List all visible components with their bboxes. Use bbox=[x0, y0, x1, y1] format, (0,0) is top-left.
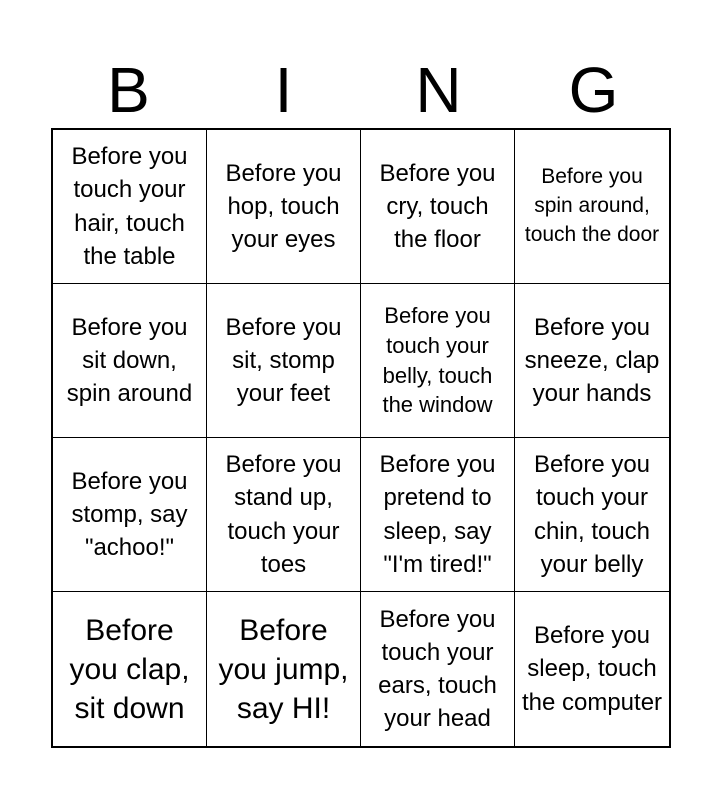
bingo-cell[interactable]: Before you spin around, touch the door bbox=[515, 130, 669, 284]
bingo-cell[interactable]: Before you touch your hair, touch the table bbox=[53, 130, 207, 284]
bingo-cell[interactable]: Before you cry, touch the floor bbox=[361, 130, 515, 284]
bingo-cell[interactable]: Before you sneeze, clap your hands bbox=[515, 284, 669, 438]
header-letter-n: N bbox=[415, 54, 462, 126]
header-letter-i: I bbox=[274, 54, 293, 126]
bingo-cell[interactable]: Before you pretend to sleep, say "I'm tired!" bbox=[361, 438, 515, 592]
bingo-cell[interactable]: Before you stand up, touch your toes bbox=[207, 438, 361, 592]
bingo-cell[interactable]: Before you clap, sit down bbox=[53, 592, 207, 746]
bingo-cell[interactable]: Before you jump, say HI! bbox=[207, 592, 361, 746]
bingo-board bbox=[51, 128, 671, 748]
bingo-cell[interactable]: Before you stomp, say "achoo!" bbox=[53, 438, 207, 592]
bingo-cell[interactable]: Before you touch your chin, touch your belly bbox=[515, 438, 669, 592]
header-letter-b: B bbox=[107, 54, 150, 126]
bingo-header bbox=[51, 52, 671, 128]
bingo-cell[interactable]: Before you sit, stomp your feet bbox=[207, 284, 361, 438]
bingo-cell[interactable]: Before you sit down, spin around bbox=[53, 284, 207, 438]
bingo-cell[interactable]: Before you touch your ears, touch your head bbox=[361, 592, 515, 746]
bingo-cell[interactable]: Before you touch your belly, touch the window bbox=[361, 284, 515, 438]
bingo-cell[interactable]: Before you sleep, touch the computer bbox=[521, 622, 663, 716]
header-letter-g: G bbox=[568, 54, 619, 126]
bingo-cell[interactable]: Before you hop, touch your eyes bbox=[207, 130, 361, 284]
